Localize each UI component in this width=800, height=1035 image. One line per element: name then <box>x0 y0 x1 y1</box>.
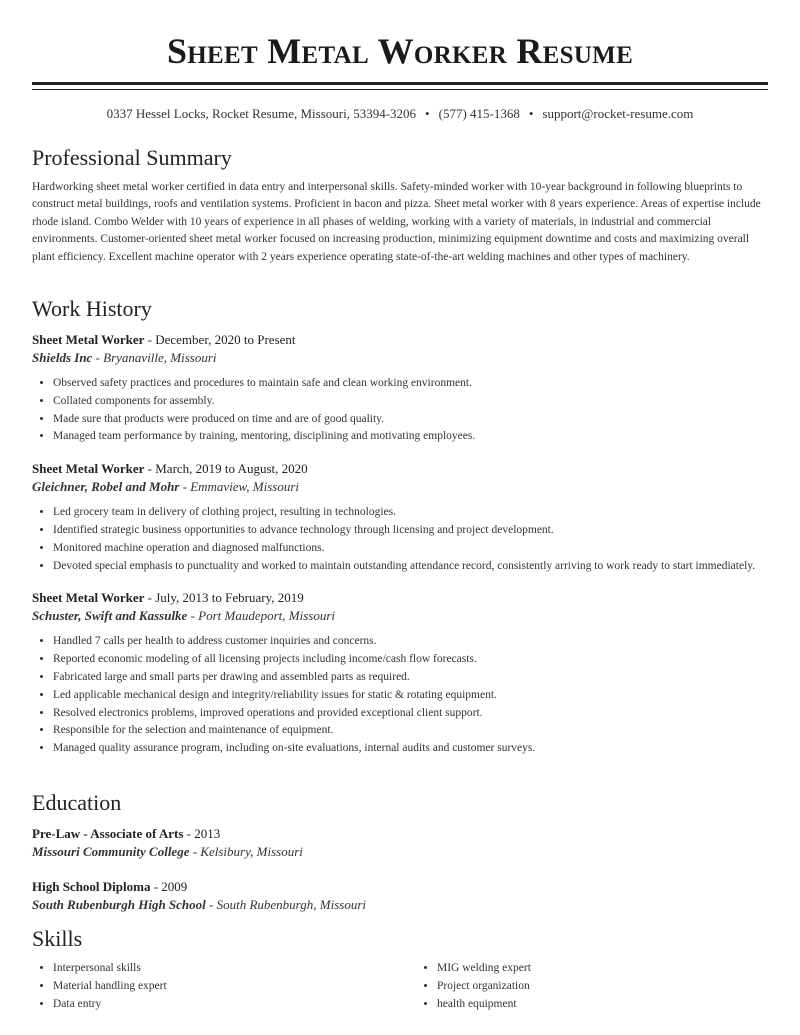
job-bullets <box>32 504 770 575</box>
job-bullet: • Resolved electronics problems, improved operations and provided exceptional client support. <box>53 705 770 723</box>
resume-title: Sheet Metal Worker Resume <box>166 31 634 71</box>
job-bullet: • Fabricated large and small parts per drawing and assembled parts as required. <box>53 669 770 687</box>
skill-item: • Interpersonal skills <box>53 960 416 978</box>
job-bullet: • Devoted special emphasis to punctuality and worked to maintain outstanding attendance record, consistently arriving to work ready to start immediately. <box>53 558 770 576</box>
job-bullet: • Made sure that products were produced on time and are of good quality. <box>53 411 770 429</box>
employer-location: - Bryanaville, Missouri <box>92 350 217 365</box>
skill-item: • Material handling expert <box>53 978 416 996</box>
education-entry <box>32 878 770 914</box>
employer-line <box>32 349 770 367</box>
school-line <box>32 843 770 861</box>
degree-name: Pre-Law - Associate of Arts <box>32 826 184 841</box>
job-title-line <box>32 331 770 349</box>
job-entry <box>32 331 770 446</box>
employer-line <box>32 478 770 496</box>
employer-name: Shields Inc <box>32 350 93 365</box>
degree-line <box>32 878 770 896</box>
degree-year: - 2009 <box>150 879 188 894</box>
degree-line <box>32 825 770 843</box>
job-bullet: • Collated components for assembly. <box>53 393 770 411</box>
education-section <box>32 790 770 914</box>
job-bullet: • Managed quality assurance program, including on-site evaluations, internal audits and customer surveys. <box>53 740 770 758</box>
employer-location: - Port Maudeport, Missouri <box>187 608 336 624</box>
education-entry <box>32 825 770 861</box>
skill-item: • MIG welding expert <box>437 960 770 978</box>
school-name: South Rubenburgh High School <box>32 897 206 912</box>
job-entry <box>32 589 770 758</box>
school-name: Missouri Community College <box>32 844 190 859</box>
work-history-section <box>32 296 770 758</box>
job-title: Sheet Metal Worker <box>32 332 145 347</box>
employer-name: Schuster, Swift and Kassulke <box>32 608 188 624</box>
job-bullet: • Identified strategic business opportunities to advance technology through licensing and project development. <box>53 522 770 540</box>
job-bullet: • Reported economic modeling of all licensing projects including income/cash flow forecasts. <box>53 651 770 669</box>
skill-item: • health equipment <box>437 996 770 1014</box>
job-bullet: • Monitored machine operation and diagnosed malfunctions. <box>53 540 770 558</box>
contact-phone: (577) 415-1368 <box>438 106 520 121</box>
school-location: - Kelsibury, Missouri <box>189 844 303 859</box>
job-bullet: • Observed safety practices and procedures to maintain safe and clean working environment. <box>53 375 770 393</box>
skill-item: • Data entry <box>53 996 416 1014</box>
job-dates: - July, 2013 to February, 2019 <box>144 590 304 606</box>
contact-address: 0337 Hessel Locks, Rocket Resume, Missouri, 53394-3206 <box>106 106 417 121</box>
summary-text: Hardworking sheet metal worker certified in data entry and interpersonal skills. Safety-minded worker with 10-year background in following blueprints to construct metal buildings, roofs and ventilation systems. Proficient in bacon and pizza. Sheet metal worker with 8 years experience. Areas of expertise include rhode island. Combo Welder with 10 years of experience in all phases of welding, working with a variety of materials, in industrial and commercial environments. Customer-oriented sheet metal worker focused on increasing production, minimizing equipment downtime and costs and maximizing overall plant efficiency. Excellent machine operator with 2 years experience operating state-of-the-art welding machines and other types of machinery. <box>32 181 761 263</box>
title-rule-thin <box>32 89 768 90</box>
job-bullets <box>32 375 770 446</box>
job-bullet: • Led grocery team in delivery of clothing project, resulting in technologies. <box>53 504 770 522</box>
job-title: Sheet Metal Worker <box>32 590 145 606</box>
job-entry <box>32 460 770 575</box>
school-location: - South Rubenburgh, Missouri <box>205 897 366 912</box>
summary-heading: Professional Summary <box>32 145 232 170</box>
job-bullet: • Led applicable mechanical design and integrity/reliability issues for static & rotating equipment. <box>53 687 770 705</box>
skill-item: • Project organization <box>437 978 770 996</box>
job-title-line <box>32 460 770 478</box>
contact-separator: • <box>528 106 534 121</box>
contact-line <box>0 106 800 122</box>
job-bullets <box>32 633 770 758</box>
employer-line <box>32 607 770 625</box>
job-bullet: • Responsible for the selection and maintenance of equipment. <box>53 722 770 740</box>
contact-email: support@rocket-resume.com <box>542 106 694 121</box>
skills-section <box>32 926 770 1013</box>
work-history-heading: Work History <box>32 296 152 321</box>
skills-heading: Skills <box>32 926 83 951</box>
job-title-line <box>32 589 770 607</box>
title-rule-thick <box>32 82 768 85</box>
job-bullet: • Managed team performance by training, mentoring, disciplining and motivating employees. <box>53 428 770 446</box>
contact-separator: • <box>425 106 430 121</box>
job-dates: - December, 2020 to Present <box>144 332 296 347</box>
job-bullet: • Handled 7 calls per health to address customer inquiries and concerns. <box>53 633 770 651</box>
degree-year: - 2013 <box>183 826 221 841</box>
job-title: Sheet Metal Worker <box>32 461 145 477</box>
degree-name: High School Diploma <box>32 879 151 894</box>
employer-location: - Emmaview, Missouri <box>179 479 299 495</box>
summary-section <box>32 145 770 266</box>
skills-columns <box>32 960 770 1013</box>
school-line <box>32 896 770 914</box>
employer-name: Gleichner, Robel and Mohr <box>32 479 180 495</box>
skills-list-left <box>32 960 416 1013</box>
skills-list-right <box>416 960 770 1013</box>
job-dates: - March, 2019 to August, 2020 <box>144 461 308 477</box>
education-heading: Education <box>32 790 122 815</box>
